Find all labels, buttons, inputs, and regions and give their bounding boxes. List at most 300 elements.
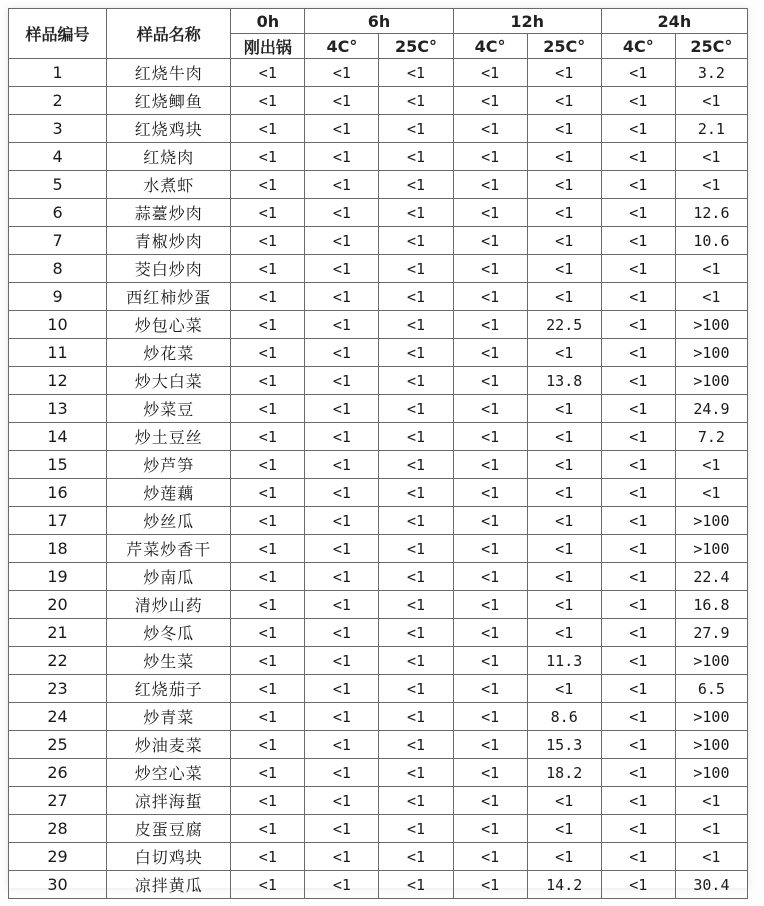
value-cell: <1 [305, 535, 379, 563]
header-sub-24h-25c: 25C° [675, 34, 747, 59]
value-cell: <1 [527, 255, 601, 283]
header-sub-12h-25c: 25C° [527, 34, 601, 59]
value-cell: <1 [601, 87, 675, 115]
table-row [9, 507, 748, 535]
sample-name-cell: 清炒山药 [107, 591, 231, 619]
value-cell: <1 [601, 283, 675, 311]
value-cell: <1 [305, 283, 379, 311]
value-cell: <1 [231, 507, 305, 535]
sample-name-cell: 炒包心菜 [107, 311, 231, 339]
table-row [9, 311, 748, 339]
value-cell: <1 [305, 871, 379, 899]
value-cell: <1 [305, 759, 379, 787]
value-cell: <1 [453, 451, 527, 479]
sample-id-cell: 15 [9, 451, 107, 479]
value-cell: <1 [305, 563, 379, 591]
table-row [9, 59, 748, 87]
table-row [9, 647, 748, 675]
value-cell: 22.4 [675, 563, 747, 591]
value-cell: >100 [675, 311, 747, 339]
table-row [9, 199, 748, 227]
value-cell: <1 [379, 255, 453, 283]
value-cell: <1 [231, 283, 305, 311]
value-cell: <1 [379, 843, 453, 871]
table-row [9, 255, 748, 283]
value-cell: <1 [305, 115, 379, 143]
value-cell: <1 [453, 171, 527, 199]
value-cell: <1 [379, 871, 453, 899]
sample-id-cell: 18 [9, 535, 107, 563]
value-cell: <1 [527, 591, 601, 619]
value-cell: >100 [675, 731, 747, 759]
value-cell: <1 [379, 675, 453, 703]
sample-name-cell: 炒生菜 [107, 647, 231, 675]
value-cell: <1 [305, 591, 379, 619]
value-cell: 12.6 [675, 199, 747, 227]
value-cell: 18.2 [527, 759, 601, 787]
header-sample-id: 样品编号 [9, 9, 107, 59]
value-cell: <1 [379, 619, 453, 647]
value-cell: <1 [527, 199, 601, 227]
value-cell: <1 [379, 731, 453, 759]
value-cell: <1 [305, 367, 379, 395]
value-cell: <1 [527, 787, 601, 815]
table-row [9, 759, 748, 787]
sample-name-cell: 炒油麦菜 [107, 731, 231, 759]
value-cell: <1 [601, 563, 675, 591]
value-cell: <1 [231, 171, 305, 199]
value-cell: <1 [453, 227, 527, 255]
table-row [9, 367, 748, 395]
value-cell: <1 [453, 507, 527, 535]
value-cell: <1 [305, 227, 379, 255]
value-cell: <1 [601, 451, 675, 479]
table-row [9, 143, 748, 171]
header-sub-12h-4c: 4C° [453, 34, 527, 59]
header-sub-6h-25c: 25C° [379, 34, 453, 59]
value-cell: <1 [453, 815, 527, 843]
sample-name-cell: 青椒炒肉 [107, 227, 231, 255]
value-cell: <1 [379, 227, 453, 255]
sample-name-cell: 凉拌海蜇 [107, 787, 231, 815]
value-cell: <1 [231, 731, 305, 759]
value-cell: <1 [305, 507, 379, 535]
sample-name-cell: 红烧鲫鱼 [107, 87, 231, 115]
sample-name-cell: 炒丝瓜 [107, 507, 231, 535]
value-cell: <1 [231, 591, 305, 619]
sample-id-cell: 20 [9, 591, 107, 619]
value-cell: <1 [453, 199, 527, 227]
value-cell: <1 [453, 647, 527, 675]
value-cell: <1 [231, 59, 305, 87]
value-cell: <1 [231, 871, 305, 899]
sample-id-cell: 13 [9, 395, 107, 423]
value-cell: <1 [601, 787, 675, 815]
value-cell: <1 [453, 255, 527, 283]
value-cell: <1 [305, 731, 379, 759]
header-group-12h: 12h [453, 9, 601, 34]
sample-id-cell: 1 [9, 59, 107, 87]
value-cell: <1 [379, 787, 453, 815]
value-cell: <1 [231, 339, 305, 367]
table-row [9, 619, 748, 647]
value-cell: <1 [601, 199, 675, 227]
value-cell: <1 [305, 703, 379, 731]
sample-id-cell: 16 [9, 479, 107, 507]
value-cell: <1 [527, 59, 601, 87]
value-cell: <1 [675, 171, 747, 199]
value-cell: <1 [601, 339, 675, 367]
value-cell: <1 [601, 395, 675, 423]
value-cell: <1 [453, 619, 527, 647]
value-cell: <1 [453, 395, 527, 423]
value-cell: 30.4 [675, 871, 747, 899]
value-cell: <1 [379, 339, 453, 367]
value-cell: 16.8 [675, 591, 747, 619]
sample-id-cell: 22 [9, 647, 107, 675]
value-cell: <1 [601, 115, 675, 143]
sample-id-cell: 9 [9, 283, 107, 311]
sample-name-cell: 芹菜炒香干 [107, 535, 231, 563]
value-cell: 2.1 [675, 115, 747, 143]
data-sheet [8, 8, 748, 895]
table-row [9, 815, 748, 843]
value-cell: <1 [379, 87, 453, 115]
value-cell: <1 [231, 255, 305, 283]
value-cell: <1 [601, 227, 675, 255]
value-cell: <1 [675, 479, 747, 507]
sample-name-cell: 炒青菜 [107, 703, 231, 731]
header-group-24h: 24h [601, 9, 747, 34]
sample-name-cell: 炒大白菜 [107, 367, 231, 395]
value-cell: <1 [379, 563, 453, 591]
value-cell: <1 [231, 647, 305, 675]
value-cell: <1 [453, 87, 527, 115]
sample-id-cell: 7 [9, 227, 107, 255]
value-cell: <1 [379, 507, 453, 535]
value-cell: <1 [231, 815, 305, 843]
header-group-0h: 0h [231, 9, 305, 34]
value-cell: <1 [379, 367, 453, 395]
value-cell: <1 [601, 815, 675, 843]
value-cell: <1 [601, 619, 675, 647]
value-cell: <1 [675, 87, 747, 115]
header-sub-6h-4c: 4C° [305, 34, 379, 59]
value-cell: <1 [231, 367, 305, 395]
value-cell: <1 [231, 787, 305, 815]
value-cell: <1 [601, 535, 675, 563]
value-cell: 15.3 [527, 731, 601, 759]
sample-name-cell: 炒冬瓜 [107, 619, 231, 647]
table-row [9, 479, 748, 507]
value-cell: <1 [601, 731, 675, 759]
value-cell: <1 [527, 283, 601, 311]
sample-name-cell: 炒南瓜 [107, 563, 231, 591]
value-cell: <1 [305, 199, 379, 227]
value-cell: <1 [305, 479, 379, 507]
value-cell: <1 [453, 871, 527, 899]
value-cell: <1 [527, 843, 601, 871]
results-table [8, 8, 748, 899]
value-cell: <1 [601, 255, 675, 283]
table-row [9, 395, 748, 423]
value-cell: <1 [305, 171, 379, 199]
table-row [9, 423, 748, 451]
value-cell: 11.3 [527, 647, 601, 675]
value-cell: <1 [305, 787, 379, 815]
value-cell: 6.5 [675, 675, 747, 703]
value-cell: <1 [527, 479, 601, 507]
header-group-6h: 6h [305, 9, 453, 34]
value-cell: <1 [305, 255, 379, 283]
value-cell: <1 [305, 619, 379, 647]
value-cell: <1 [527, 87, 601, 115]
value-cell: <1 [527, 339, 601, 367]
sample-id-cell: 12 [9, 367, 107, 395]
value-cell: >100 [675, 647, 747, 675]
sample-name-cell: 红烧鸡块 [107, 115, 231, 143]
value-cell: <1 [379, 143, 453, 171]
value-cell: <1 [601, 59, 675, 87]
sample-id-cell: 17 [9, 507, 107, 535]
value-cell: <1 [453, 563, 527, 591]
value-cell: <1 [527, 451, 601, 479]
sample-name-cell: 炒莲藕 [107, 479, 231, 507]
sample-name-cell: 红烧茄子 [107, 675, 231, 703]
value-cell: <1 [231, 227, 305, 255]
sample-name-cell: 红烧肉 [107, 143, 231, 171]
value-cell: <1 [453, 591, 527, 619]
value-cell: >100 [675, 339, 747, 367]
value-cell: <1 [601, 871, 675, 899]
value-cell: <1 [379, 395, 453, 423]
value-cell: <1 [453, 787, 527, 815]
value-cell: <1 [231, 395, 305, 423]
value-cell: >100 [675, 535, 747, 563]
value-cell: <1 [601, 647, 675, 675]
value-cell: <1 [305, 647, 379, 675]
value-cell: <1 [379, 759, 453, 787]
value-cell: <1 [601, 675, 675, 703]
table-row [9, 675, 748, 703]
value-cell: <1 [527, 143, 601, 171]
sample-id-cell: 26 [9, 759, 107, 787]
sample-id-cell: 8 [9, 255, 107, 283]
sample-name-cell: 炒芦笋 [107, 451, 231, 479]
value-cell: <1 [379, 591, 453, 619]
value-cell: <1 [305, 59, 379, 87]
value-cell: <1 [379, 703, 453, 731]
value-cell: <1 [675, 787, 747, 815]
value-cell: <1 [305, 423, 379, 451]
value-cell: <1 [527, 423, 601, 451]
table-row [9, 87, 748, 115]
value-cell: <1 [453, 535, 527, 563]
sample-id-cell: 28 [9, 815, 107, 843]
value-cell: <1 [379, 283, 453, 311]
sample-id-cell: 25 [9, 731, 107, 759]
value-cell: <1 [231, 479, 305, 507]
value-cell: <1 [675, 143, 747, 171]
value-cell: 8.6 [527, 703, 601, 731]
value-cell: <1 [379, 199, 453, 227]
sample-name-cell: 炒菜豆 [107, 395, 231, 423]
sample-id-cell: 23 [9, 675, 107, 703]
value-cell: <1 [453, 143, 527, 171]
sample-id-cell: 5 [9, 171, 107, 199]
value-cell: <1 [305, 395, 379, 423]
value-cell: <1 [305, 815, 379, 843]
value-cell: <1 [453, 283, 527, 311]
value-cell: <1 [527, 507, 601, 535]
value-cell: <1 [601, 703, 675, 731]
value-cell: 14.2 [527, 871, 601, 899]
value-cell: >100 [675, 703, 747, 731]
value-cell: <1 [305, 843, 379, 871]
value-cell: <1 [453, 339, 527, 367]
value-cell: <1 [601, 311, 675, 339]
sample-id-cell: 30 [9, 871, 107, 899]
value-cell: <1 [675, 815, 747, 843]
sample-name-cell: 凉拌黄瓜 [107, 871, 231, 899]
value-cell: <1 [379, 647, 453, 675]
sample-name-cell: 白切鸡块 [107, 843, 231, 871]
header-sub-fresh: 刚出锅 [231, 34, 305, 59]
value-cell: 10.6 [675, 227, 747, 255]
value-cell: <1 [453, 731, 527, 759]
value-cell: <1 [601, 367, 675, 395]
value-cell: <1 [231, 115, 305, 143]
value-cell: <1 [379, 815, 453, 843]
value-cell: <1 [453, 59, 527, 87]
table-row [9, 227, 748, 255]
table-row [9, 731, 748, 759]
value-cell: <1 [231, 87, 305, 115]
value-cell: <1 [453, 479, 527, 507]
value-cell: <1 [231, 703, 305, 731]
value-cell: <1 [379, 171, 453, 199]
table-row [9, 283, 748, 311]
table-row [9, 115, 748, 143]
table-row [9, 171, 748, 199]
value-cell: 22.5 [527, 311, 601, 339]
value-cell: <1 [527, 619, 601, 647]
value-cell: <1 [231, 619, 305, 647]
value-cell: <1 [379, 115, 453, 143]
table-row [9, 871, 748, 899]
sample-name-cell: 茭白炒肉 [107, 255, 231, 283]
header-sub-24h-4c: 4C° [601, 34, 675, 59]
table-row [9, 535, 748, 563]
value-cell: <1 [601, 479, 675, 507]
sample-name-cell: 红烧牛肉 [107, 59, 231, 87]
value-cell: <1 [231, 759, 305, 787]
value-cell: <1 [453, 311, 527, 339]
table-row [9, 339, 748, 367]
sample-id-cell: 6 [9, 199, 107, 227]
value-cell: 3.2 [675, 59, 747, 87]
table-header [9, 9, 748, 59]
value-cell: <1 [675, 843, 747, 871]
table-body [9, 59, 748, 899]
table-row [9, 843, 748, 871]
value-cell: <1 [305, 675, 379, 703]
sample-name-cell: 炒花菜 [107, 339, 231, 367]
value-cell: <1 [527, 815, 601, 843]
value-cell: <1 [453, 703, 527, 731]
sample-name-cell: 水煮虾 [107, 171, 231, 199]
value-cell: <1 [453, 423, 527, 451]
value-cell: <1 [527, 171, 601, 199]
value-cell: <1 [305, 339, 379, 367]
value-cell: <1 [675, 451, 747, 479]
value-cell: <1 [305, 143, 379, 171]
value-cell: 27.9 [675, 619, 747, 647]
value-cell: <1 [379, 311, 453, 339]
sample-name-cell: 蒜薹炒肉 [107, 199, 231, 227]
value-cell: <1 [601, 759, 675, 787]
value-cell: <1 [453, 115, 527, 143]
value-cell: <1 [675, 255, 747, 283]
value-cell: <1 [231, 675, 305, 703]
value-cell: <1 [601, 171, 675, 199]
value-cell: <1 [231, 563, 305, 591]
value-cell: <1 [379, 451, 453, 479]
value-cell: <1 [527, 535, 601, 563]
sample-name-cell: 炒土豆丝 [107, 423, 231, 451]
sample-name-cell: 西红柿炒蛋 [107, 283, 231, 311]
value-cell: <1 [527, 395, 601, 423]
value-cell: >100 [675, 507, 747, 535]
value-cell: <1 [231, 311, 305, 339]
value-cell: 13.8 [527, 367, 601, 395]
sample-id-cell: 21 [9, 619, 107, 647]
value-cell: <1 [527, 675, 601, 703]
value-cell: <1 [231, 451, 305, 479]
value-cell: <1 [379, 479, 453, 507]
value-cell: <1 [231, 535, 305, 563]
value-cell: <1 [601, 143, 675, 171]
value-cell: <1 [453, 759, 527, 787]
table-row [9, 703, 748, 731]
value-cell: <1 [527, 227, 601, 255]
table-row [9, 591, 748, 619]
table-row [9, 451, 748, 479]
value-cell: <1 [231, 199, 305, 227]
sample-id-cell: 29 [9, 843, 107, 871]
value-cell: <1 [601, 843, 675, 871]
value-cell: <1 [305, 311, 379, 339]
value-cell: >100 [675, 759, 747, 787]
sample-id-cell: 14 [9, 423, 107, 451]
value-cell: 24.9 [675, 395, 747, 423]
value-cell: <1 [379, 59, 453, 87]
sample-id-cell: 10 [9, 311, 107, 339]
sample-id-cell: 11 [9, 339, 107, 367]
value-cell: <1 [305, 451, 379, 479]
value-cell: <1 [305, 87, 379, 115]
value-cell: <1 [231, 843, 305, 871]
value-cell: <1 [453, 843, 527, 871]
sample-name-cell: 皮蛋豆腐 [107, 815, 231, 843]
value-cell: 7.2 [675, 423, 747, 451]
sample-id-cell: 4 [9, 143, 107, 171]
table-row [9, 563, 748, 591]
value-cell: <1 [453, 675, 527, 703]
sample-name-cell: 炒空心菜 [107, 759, 231, 787]
value-cell: <1 [527, 563, 601, 591]
sample-id-cell: 19 [9, 563, 107, 591]
